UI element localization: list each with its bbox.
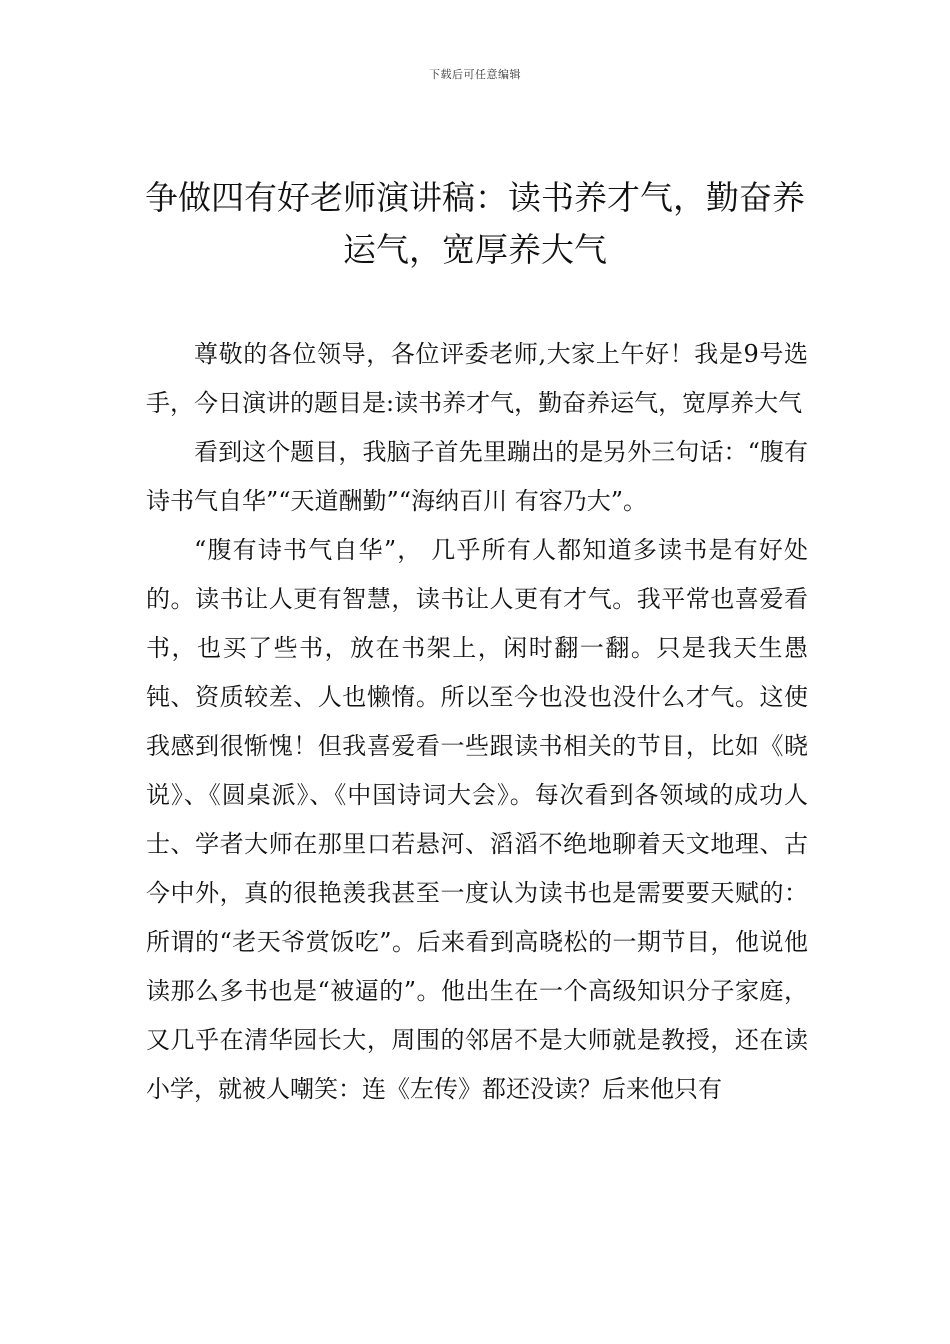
header-note: 下载后可任意编辑 — [429, 68, 521, 81]
document-body — [146, 330, 808, 1114]
document-title: 争做四有好老师演讲稿：读书养才气，勤奋养运气，宽厚养大气 — [145, 178, 805, 269]
paragraph-three-sayings: 看到这个题目，我脑子首先里蹦出的是另外三句话：“腹有诗书气自华”“天道酬勤”“海纳百川 有容乃大”。 — [146, 438, 808, 515]
paragraph-greeting: 尊敬的各位领导，各位评委老师,大家上午好！我是9号选手，今日演讲的题目是:读书养才气，勤奋养运气，宽厚养大气 — [146, 340, 808, 417]
paragraph-reading: “腹有诗书气自华”， 几乎所有人都知道多读书是有好处的。读书让人更有智慧，读书让人更有才气。我平常也喜爱看书，也买了些书，放在书架上，闲时翻一翻。只是我天生愚钝、资质较差、人也懒惰。所以至今也没也没什么才气。这使我感到很惭愧！但我喜爱看一些跟读书相关的节目，比如《晓说》、《圆桌派》、《中国诗词大会》。每次看到各领域的成功人士、学者大师在那里口若悬河、滔滔不绝地聊着天文地理、古今中外，真的很艳羡我甚至一度认为读书也是需要要天赋的：所谓的“老天爷赏饭吃”。后来看到高晓松的一期节目，他说他读那么多书也是“被逼的”。他出生在一个高级知识分子家庭，又几乎在清华园长大，周围的邻居不是大师就是教授，还在读小学，就被人嘲笑：连《左传》都还没读？后来他只有 — [146, 536, 808, 1103]
